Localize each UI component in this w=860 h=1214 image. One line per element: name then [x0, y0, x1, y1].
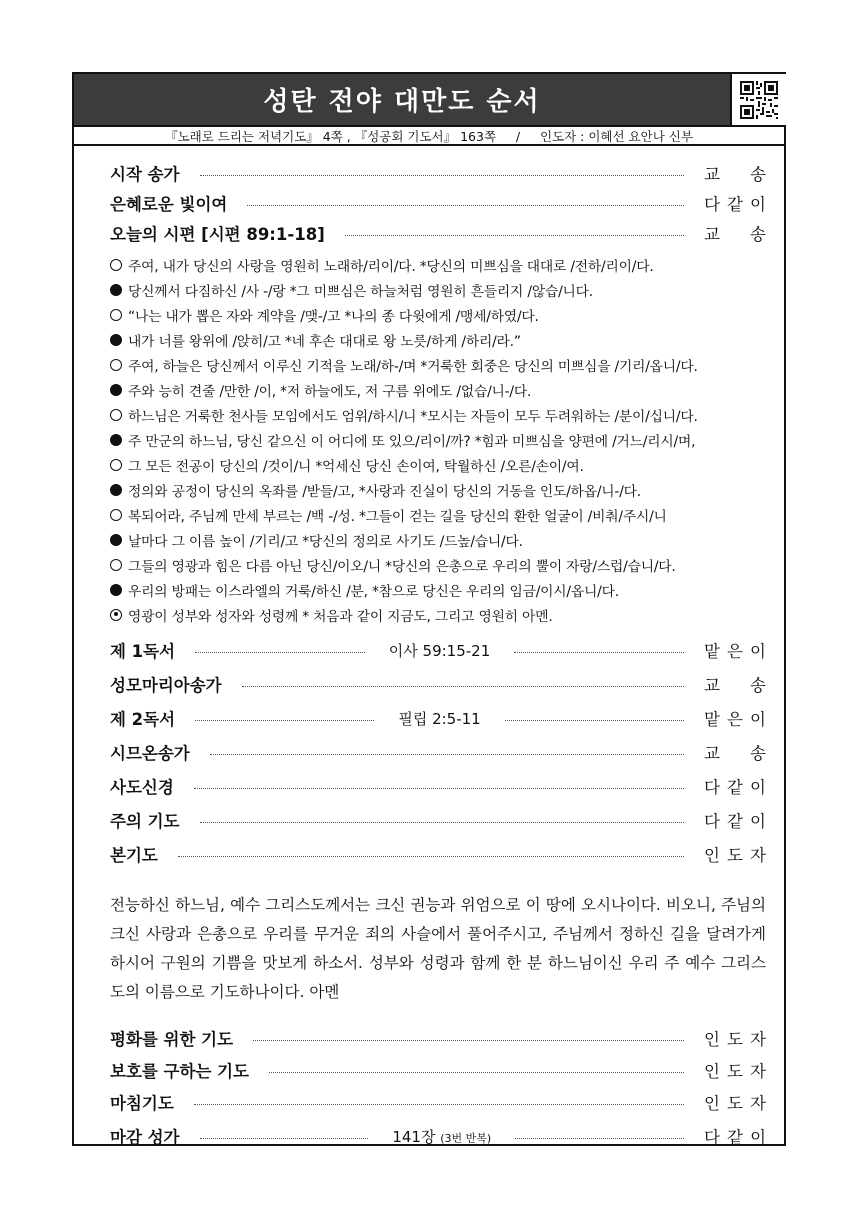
order-item-magnificat: 성모마리아송가 교 송	[110, 676, 766, 695]
filled-circle-icon	[110, 584, 122, 596]
order-item-collect: 본기도 인 도 자	[110, 846, 766, 865]
psalm-line: 주와 능히 견줄 /만한 /이, *저 하늘에도, 저 구름 위에도 /없습/니-/다.	[110, 377, 766, 402]
psalm-gloria-line: 영광이 성부와 성자와 성령께 * 처음과 같이 지금도, 그리고 영원히 아멘.	[110, 602, 766, 627]
order-item-phos-hilaron: 은혜로운 빛이여 다 같 이	[110, 195, 766, 214]
order-item-prayer-for-peace: 평화를 위한 기도 인 도 자	[110, 1030, 766, 1049]
order-item-closing-hymn: 마감 성가 141장 (3번 반복) 다 같 이	[110, 1127, 767, 1147]
open-circle-icon	[110, 259, 122, 271]
order-item-apostles-creed: 사도신경 다 같 이	[110, 778, 766, 797]
filled-circle-icon	[110, 284, 122, 296]
psalm-line: 정의와 공정이 당신의 옥좌를 /받들/고, *사랑과 진실이 당신의 거동을 인도/하옵/니-/다.	[110, 477, 766, 502]
qr-code[interactable]	[730, 74, 786, 125]
leader-dots	[195, 652, 365, 653]
order-item-concluding-prayer: 마침기도 인 도 자	[110, 1094, 766, 1113]
order-item-second-reading: 제 2독서 필립 2:5-11 맡 은 이	[110, 709, 766, 729]
leader-dots	[200, 1138, 369, 1139]
leader-dots	[269, 1072, 684, 1073]
order-item-first-reading: 제 1독서 이사 59:15-21 맡 은 이	[110, 641, 766, 661]
psalm-line: 날마다 그 이름 높이 /기리/고 *당신의 정의로 사기도 /드높/습니/다.	[110, 527, 766, 552]
psalm-line: 주 만군의 하느님, 당신 같으신 이 어디에 또 있으/리이/까? *힘과 미쁘심을 양편에 /거느/리시/며,	[110, 427, 766, 452]
psalm-line: “나는 내가 뽑은 자와 계약을 /맺-/고 *나의 종 다윗에게 /맹세/하였/다.	[110, 302, 766, 327]
leader-dots	[515, 1138, 684, 1139]
filled-circle-icon	[110, 534, 122, 546]
psalm-line: 내가 너를 왕위에 /앉히/고 *네 후손 대대로 왕 노릇/하게 /하리/라.”	[110, 327, 766, 352]
psalm-line: 당신께서 다짐하신 /사 -/랑 *그 미쁘심은 하늘처럼 영원히 흔들리지 /않습/니다.	[110, 277, 766, 302]
order-item-lords-prayer: 주의 기도 다 같 이	[110, 812, 766, 831]
page-title: 성탄 전야 대만도 순서	[74, 74, 730, 125]
leader-dots	[505, 720, 684, 721]
open-circle-icon	[110, 559, 122, 571]
order-item-opening-hymn: 시작 송가 교 송	[110, 165, 766, 184]
dotted-circle-icon	[110, 609, 122, 621]
leader-dots	[178, 856, 684, 857]
leader-dots	[242, 686, 684, 687]
open-circle-icon	[110, 359, 122, 371]
hymn-number: 141장 (3번 반복)	[392, 1127, 492, 1146]
psalm-line: 주여, 내가 당신의 사랑을 영원히 노래하/리이/다. *당신의 미쁘심을 대대로 /전하/리이/다.	[110, 252, 766, 277]
order-item-nunc-dimittis: 시므온송가 교 송	[110, 744, 766, 763]
leader-dots	[200, 822, 684, 823]
leader-dots	[194, 1104, 684, 1105]
psalm-line: 그 모든 전공이 당신의 /것이/니 *억세신 당신 손이여, 탁월하신 /오른/손이/여.	[110, 452, 766, 477]
filled-circle-icon	[110, 384, 122, 396]
psalm-line: 복되어라, 주님께 만세 부르는 /백 -/성. *그들이 걷는 길을 당신의 환한 얼굴이 /비춰/주시/니	[110, 502, 766, 527]
filled-circle-icon	[110, 334, 122, 346]
leader-dots	[200, 175, 684, 176]
open-circle-icon	[110, 409, 122, 421]
leader-dots	[253, 1040, 684, 1041]
filled-circle-icon	[110, 484, 122, 496]
leader-dots	[345, 235, 684, 236]
open-circle-icon	[110, 509, 122, 521]
leader-dots	[195, 720, 374, 721]
service-content	[110, 158, 766, 1153]
leader-dots	[210, 754, 684, 755]
open-circle-icon	[110, 309, 122, 321]
leader-dots	[514, 652, 684, 653]
order-item-prayer-for-protection: 보호를 구하는 기도 인 도 자	[110, 1062, 766, 1081]
filled-circle-icon	[110, 434, 122, 446]
psalm-line: 우리의 방패는 이스라엘의 거룩/하신 /분, *참으로 당신은 우리의 임금/이시/옵니/다.	[110, 577, 766, 602]
leader-dots	[194, 788, 684, 789]
order-item-psalm: 오늘의 시편 [시편 89:1-18] 교 송	[110, 225, 766, 244]
open-circle-icon	[110, 459, 122, 471]
leader-dots	[247, 205, 684, 206]
qr-code-icon	[740, 81, 778, 119]
psalm-line: 그들의 영광과 힘은 다름 아닌 당신/이오/니 *당신의 은총으로 우리의 뿔이 자랑/스럽/습니/다.	[110, 552, 766, 577]
source-and-leader-line: 『노래로 드리는 저녁기도』 4쪽 , 『성공회 기도서』 163쪽 / 인도자 : 이혜선 요안나 신부	[74, 125, 784, 146]
service-order-frame	[72, 72, 786, 1146]
collect-text: 전능하신 하느님, 예수 그리스도께서는 크신 권능과 위엄으로 이 땅에 오시나이다. 비오니, 주님의 크신 사랑과 은총으로 우리를 무거운 죄의 사슬에서 풀어주시고, 주님께서 정하신 길을 달려가게 하시어 구원의 기쁨을 맛보게 하소서. 성부와 성령과 함께 한 분 하느님이신 우리 주 예수 그리스도의 이름으로 기도하나이다. 아멘	[110, 896, 766, 1001]
psalm-text	[110, 252, 766, 627]
psalm-line: 하느님은 거룩한 천사들 모임에서도 엄위/하시/니 *모시는 자들이 모두 두려워하는 /분이/십니/다.	[110, 402, 766, 427]
psalm-line: 주여, 하늘은 당신께서 이루신 기적을 노래/하-/며 *거룩한 회중은 당신의 미쁘심을 /기리/옵니/다.	[110, 352, 766, 377]
